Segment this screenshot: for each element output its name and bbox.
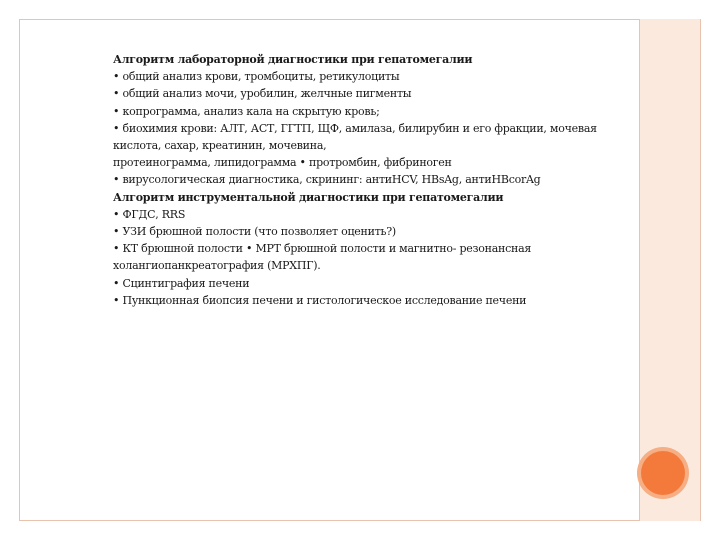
text-line: протеинограмма, липидограмма • протромбин, фибриноген [113,156,452,170]
text-line: • Пункционная биопсия печени и гистологическое исследование печени [113,293,527,307]
decorative-circle-icon [637,447,689,499]
slide-content [113,51,633,309]
text-line: • вирусологическая диагностика, скрининг: антиHCV, HBsAg, антиHBcorAg [113,173,541,187]
text-line: кислота, сахар, креатинин, мочевина, [113,139,327,153]
side-panel-left-border [639,19,640,521]
text-line: Алгоритм лабораторной диагностики при гепатомегалии [113,53,473,66]
text-line: • ФГДС, RRS [113,207,186,221]
text-line: • УЗИ брюшной полости (что позволяет оценить?) [113,225,396,239]
text-line: • копрограмма, анализ кала на скрытую кровь; [113,104,380,118]
text-line: • общий анализ крови, тромбоциты, ретикулоциты [113,70,400,84]
side-panel-right-border [700,19,701,521]
text-line: • общий анализ мочи, уробилин, желчные пигменты [113,87,412,101]
text-line: • Сцинтиграфия печени [113,276,250,290]
text-line: Алгоритм инструментальной диагностики при гепатомегалии [113,190,504,204]
text-line: • биохимия крови: АЛТ, АСТ, ГГТП, ЩФ, амилаза, билирубин и его фракции, мочевая [113,121,597,135]
text-line: • КТ брюшной полости • МРТ брюшной полости и магнитно- резонансная [113,242,532,256]
decorative-circle-inner [641,451,685,495]
side-panel [639,19,701,521]
text-line: холангиопанкреатография (МРХПГ). [113,259,321,273]
